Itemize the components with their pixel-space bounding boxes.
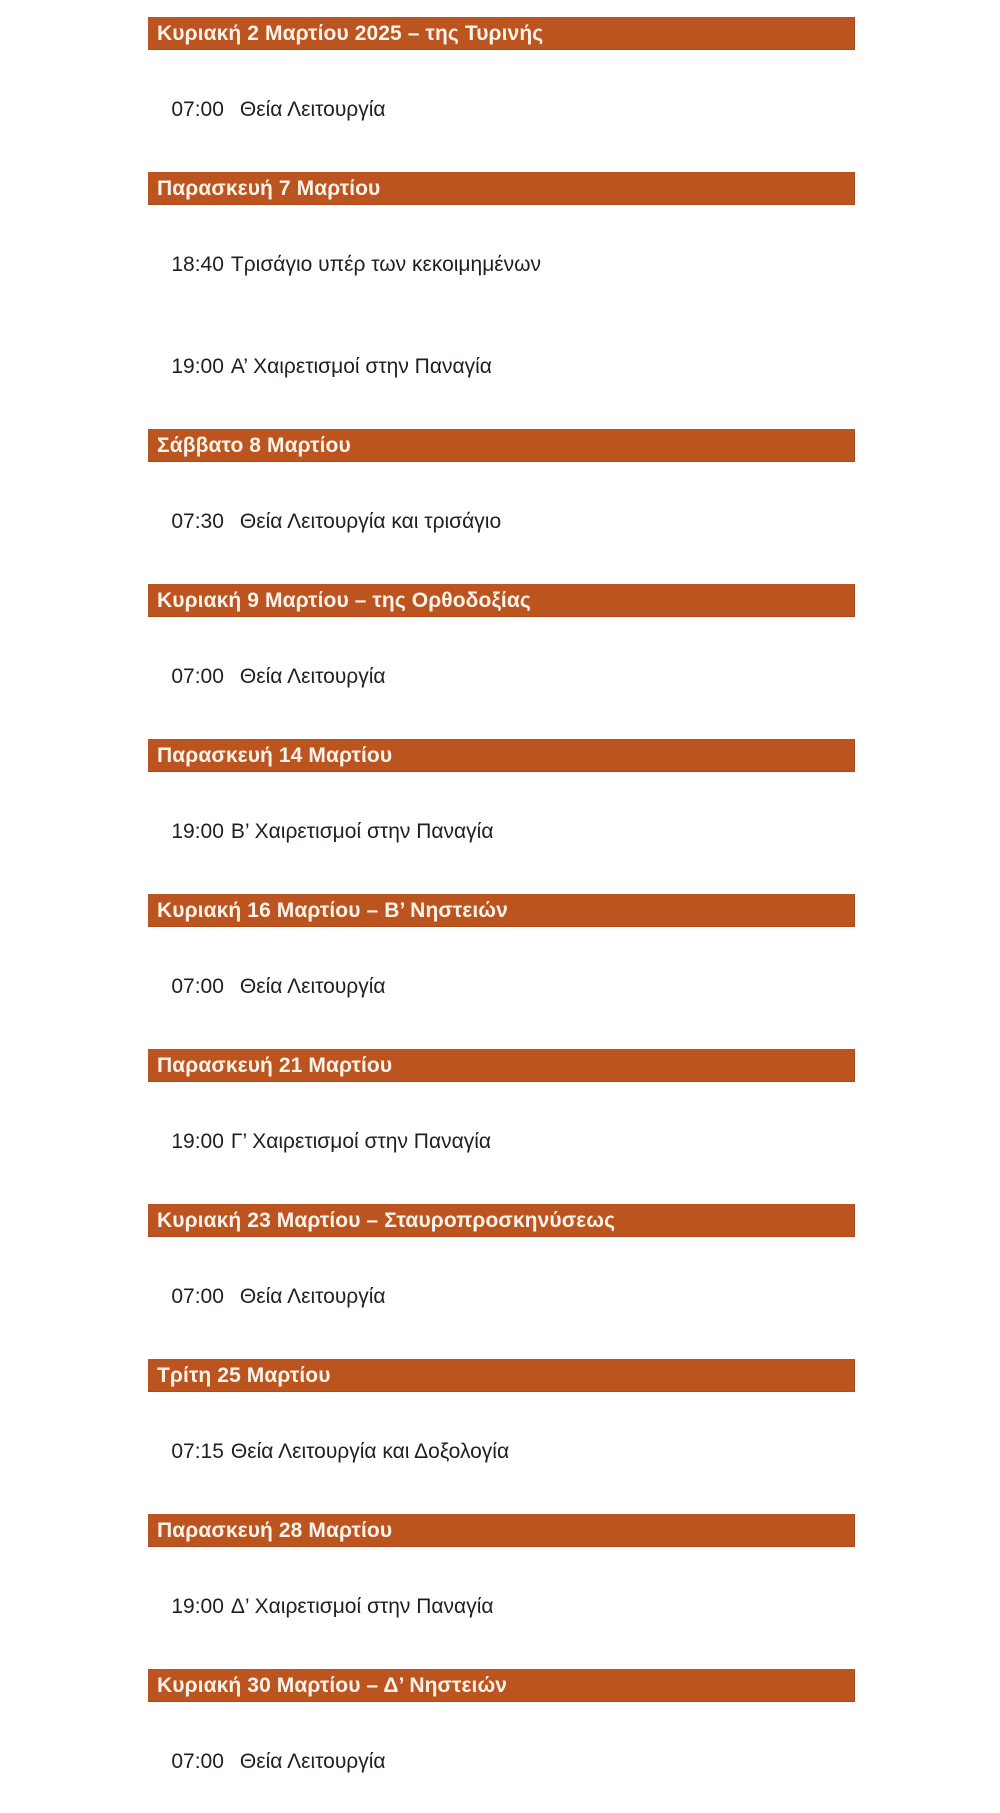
- event-time: 07:00: [171, 98, 224, 121]
- event-time: 07:00: [171, 975, 224, 998]
- event-row: [148, 471, 855, 573]
- event-time: 18:40: [171, 253, 224, 276]
- date-header-label: Κυριακή 16 Μαρτίου – Β’ Νηστειών: [157, 899, 508, 922]
- event-title: Θεία Λειτουργία και τρισάγιο: [239, 510, 502, 533]
- event-title: Θεία Λειτουργία: [239, 1285, 386, 1308]
- event-title: Θεία Λειτουργία: [239, 98, 386, 121]
- event-title: Α’ Χαιρετισμοί στην Παναγία: [230, 355, 492, 378]
- date-header-bar: [148, 1359, 855, 1392]
- event-row: [148, 936, 855, 1038]
- event-row: [148, 626, 855, 728]
- event-row: [148, 214, 855, 316]
- date-header-label: Κυριακή 30 Μαρτίου – Δ’ Νηστειών: [157, 1674, 508, 1697]
- event-row: [148, 781, 855, 883]
- date-header-bar: [148, 584, 855, 617]
- event-list: [148, 59, 855, 161]
- schedule-section: [148, 1204, 855, 1348]
- event-list: [148, 1711, 855, 1813]
- schedule-section: [148, 1359, 855, 1503]
- date-header-label: Κυριακή 2 Μαρτίου 2025 – της Τυρινής: [157, 22, 544, 45]
- date-header-bar: [148, 1514, 855, 1547]
- event-title: Θεία Λειτουργία: [239, 665, 386, 688]
- event-title: Θεία Λειτουργία: [239, 1750, 386, 1773]
- date-header-label: Παρασκευή 28 Μαρτίου: [157, 1519, 393, 1542]
- event-time: 19:00: [171, 1130, 224, 1153]
- date-header-label: Παρασκευή 7 Μαρτίου: [157, 177, 381, 200]
- event-row: [148, 1246, 855, 1348]
- date-header-bar: [148, 17, 855, 50]
- event-title: Θεία Λειτουργία: [239, 975, 386, 998]
- schedule-section: [148, 894, 855, 1038]
- schedule-section: [148, 739, 855, 883]
- event-row: [148, 1091, 855, 1193]
- event-list: [148, 781, 855, 883]
- event-list: [148, 214, 855, 418]
- services-schedule-list: [148, 17, 855, 1813]
- event-list: [148, 1091, 855, 1193]
- date-header-label: Παρασκευή 21 Μαρτίου: [157, 1054, 393, 1077]
- event-time: 19:00: [171, 355, 224, 378]
- date-header-bar: [148, 1669, 855, 1702]
- event-title: Θεία Λειτουργία και Δοξολογία: [230, 1440, 510, 1463]
- event-title: Β’ Χαιρετισμοί στην Παναγία: [230, 820, 494, 843]
- event-list: [148, 1401, 855, 1503]
- date-header-bar: [148, 429, 855, 462]
- date-header-bar: [148, 739, 855, 772]
- schedule-section: [148, 17, 855, 161]
- event-time: 07:00: [171, 1750, 224, 1773]
- date-header-label: Τρίτη 25 Μαρτίου: [157, 1364, 331, 1387]
- event-time: 07:15: [171, 1440, 224, 1463]
- schedule-section: [148, 172, 855, 418]
- event-list: [148, 936, 855, 1038]
- event-title: Γ’ Χαιρετισμοί στην Παναγία: [230, 1130, 492, 1153]
- schedule-section: [148, 1049, 855, 1193]
- date-header-bar: [148, 172, 855, 205]
- event-time: 07:30: [171, 510, 224, 533]
- date-header-bar: [148, 1049, 855, 1082]
- event-row: [148, 59, 855, 161]
- event-row: [148, 1711, 855, 1813]
- event-row: [148, 316, 855, 418]
- date-header-bar: [148, 894, 855, 927]
- event-time: 07:00: [171, 665, 224, 688]
- event-time: 19:00: [171, 820, 224, 843]
- date-header-label: Παρασκευή 14 Μαρτίου: [157, 744, 393, 767]
- date-header-label: Κυριακή 23 Μαρτίου – Σταυροπροσκηνύσεως: [157, 1209, 616, 1232]
- event-list: [148, 626, 855, 728]
- schedule-section: [148, 584, 855, 728]
- date-header-label: Κυριακή 9 Μαρτίου – της Ορθοδοξίας: [157, 589, 531, 612]
- event-row: [148, 1401, 855, 1503]
- date-header-label: Σάββατο 8 Μαρτίου: [157, 434, 351, 457]
- event-time: 07:00: [171, 1285, 224, 1308]
- event-title: Τρισάγιο υπέρ των κεκοιμημένων: [230, 253, 542, 276]
- event-title: Δ’ Χαιρετισμοί στην Παναγία: [230, 1595, 494, 1618]
- event-list: [148, 1556, 855, 1658]
- date-header-bar: [148, 1204, 855, 1237]
- schedule-section: [148, 429, 855, 573]
- event-list: [148, 471, 855, 573]
- event-list: [148, 1246, 855, 1348]
- schedule-section: [148, 1669, 855, 1813]
- event-row: [148, 1556, 855, 1658]
- schedule-section: [148, 1514, 855, 1658]
- event-time: 19:00: [171, 1595, 224, 1618]
